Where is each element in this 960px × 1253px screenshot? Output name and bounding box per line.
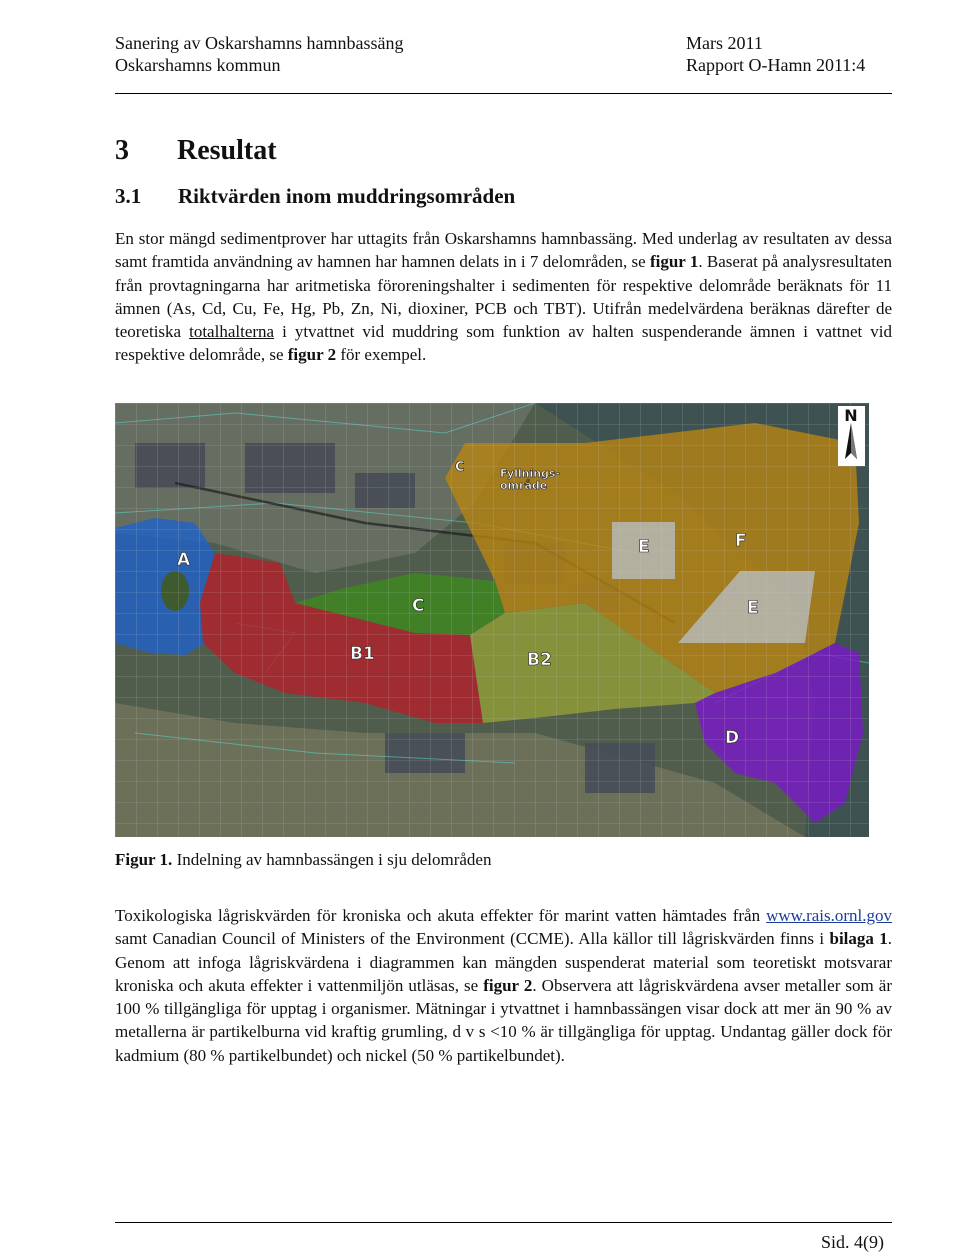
zone-label-c: C <box>412 596 425 616</box>
chapter-heading <box>115 133 277 169</box>
zone-label-b1: B1 <box>350 644 375 664</box>
para2-text-4: . Observera att lågriskvärdena avser metaller som är 100 % tillgängliga för upptag i organismer. Mätningar i ytvattnet i hamnbassängen visar dock att mer än 90 % av metallerna är partikelburna vid kraftig grumling, d v s <10 % är tillgängliga för upptag. Undantag gäller dock för kadmium (80 % partikelbundet) och nickel (50 % partikelbundet). <box>115 975 893 1065</box>
page-number: Sid. 4(9) <box>821 1232 884 1252</box>
totalhalterna-term: totalhalterna <box>189 322 275 342</box>
header-divider <box>115 93 892 94</box>
zone-label-d: D <box>725 728 740 748</box>
caption-text: Indelning av hamnbassängen i sju delområden <box>172 850 492 869</box>
chapter-title: Resultat <box>177 135 277 166</box>
harbor-zone-map <box>115 403 869 837</box>
zone-label-f: F <box>735 531 747 551</box>
zone-label-a: A <box>177 550 191 570</box>
chapter-number: 3 <box>115 135 129 166</box>
figure-1-reference: figur 1 <box>649 252 699 272</box>
para2-text-3: . Genom att infoga lågriskvärdena i diagrammen kan mängden suspenderat material som teoretiskt motsvarar kroniska och akuta effekter i vattenmiljön utläsas, se <box>115 929 892 995</box>
toxicology-paragraph <box>115 904 892 1067</box>
zone-label-b2: B2 <box>527 650 552 670</box>
north-label: N <box>844 406 858 425</box>
figure-caption <box>115 849 491 871</box>
para1-text-4: för exempel. <box>336 345 427 365</box>
header-title: Sanering av Oskarshamns hamnbassäng <box>115 33 404 53</box>
map-svg <box>115 403 869 837</box>
rais-link[interactable]: www.rais.ornl.gov <box>766 906 892 925</box>
figure-2-reference-2: figur 2 <box>483 975 533 995</box>
section-title: Riktvärden inom muddringsområden <box>178 184 516 208</box>
para1-text-2: . Baserat på analysresultaten från provtagningarna har aritmetiska föroreningshalter i sedimenten för respektive delområde beräknats för 11 ämnen (As, Cd, Cu, Fe, Hg, Pb, Zn, Ni, dioxiner, PCB och TBT). Utifrån medelvärdena beräknas därefter de teoretiska <box>115 252 892 342</box>
zone-label-e-2: E <box>747 598 759 618</box>
zone-label-e-1: E <box>638 537 650 557</box>
para2-text-1: Toxikologiska lågriskvärden för kroniska och akuta effekter för marint vatten hämtades från <box>115 906 767 925</box>
footer-divider <box>115 1222 892 1223</box>
appendix-1-reference: bilaga 1 <box>829 929 888 949</box>
fill-area-label-line2: område <box>500 479 548 492</box>
intro-paragraph <box>115 227 892 367</box>
para2-text-2: samt Canadian Council of Ministers of the Environment (CCME). Alla källor till lågriskvärden finns i <box>115 929 830 949</box>
caption-label: Figur 1. <box>115 850 173 869</box>
section-number: 3.1 <box>115 184 142 208</box>
figure-2-reference: figur 2 <box>287 345 337 365</box>
section-heading <box>115 182 515 210</box>
para1-text-1: En stor mängd sedimentprover har uttagits från Oskarshamns hamnbassäng. Med underlag av resultaten av dessa samt framtida användning av hamnen har hamnen delats in i 7 delområden, se <box>115 229 892 272</box>
zone-label-c-small: C <box>455 460 465 475</box>
header-date: Mars 2011 <box>686 33 763 53</box>
header-organization: Oskarshamns kommun <box>115 55 281 75</box>
para1-text-3: i ytvattnet vid muddring som funktion av halten suspenderande ämnen i vattnet vid respektive delområde, se <box>115 322 892 365</box>
fill-area-label-line1: Fyllnings- <box>500 467 561 480</box>
map-grid <box>115 403 869 837</box>
header-report-number: Rapport O-Hamn 2011:4 <box>686 55 866 75</box>
